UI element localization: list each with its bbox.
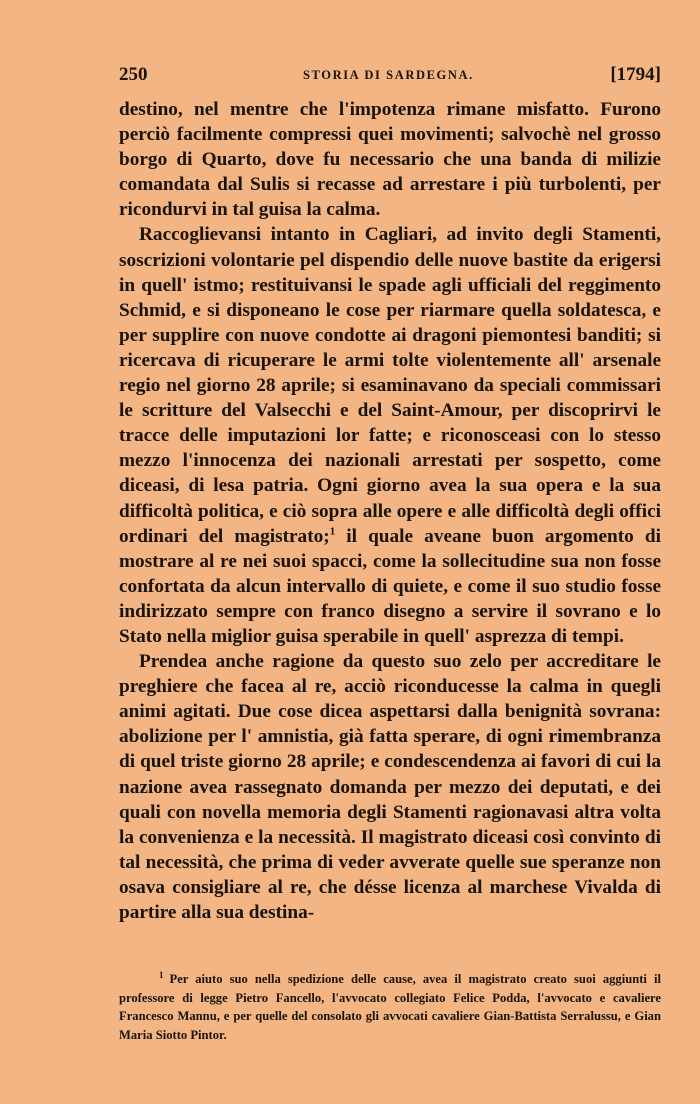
footnote-mark: 1 bbox=[159, 969, 164, 980]
body-text bbox=[119, 97, 661, 925]
running-head bbox=[119, 64, 661, 88]
paragraph-cagliari bbox=[119, 222, 661, 649]
paragraph-text: Raccoglievansi intanto in Cagliari, ad invito degli Stamenti, soscrizioni volontarie pel dispendio delle nuove bastite da erigersi in quell' istmo; restituivansi le spade agli ufficiali del reggimento Schmid, e si disponeano le cose per riarmare quella soldatesca, e per supplire con nuove condotte ai dragoni piemontesi banditi; si ricercava di ricuperare le armi tolte violentemente all' arsenale regio nel giorno 28 aprile; si esaminavano da speciali commissari le scritture del Valsecchi e del Saint-Amour, per discoprirvi le tracce delle imputazioni lor fatte; e riconosceasi con lo stesso mezzo l'innocenza dei nazionali arrestati per sospetto, come diceasi, di lesa patria. Ogni giorno avea la sua opera e la sua difficoltà politica, e ciò sopra alle opere e alle difficoltà degli offici ordinari del magistrato; bbox=[119, 224, 661, 547]
page-number: 250 bbox=[119, 64, 148, 85]
running-title: STORIA DI SARDEGNA. bbox=[303, 68, 474, 82]
paragraph-text-tail: il quale aveane buon argomento di mostrare al re nei suoi spacci, come la sollecitudine sua non fosse confortata da alcun intervallo di quiete, e come il suo studio fosse indirizzato sempre con franco disegno a servire il sovrano e lo Stato nella miglior guisa sperabile in quell' asprezza di tempi. bbox=[119, 525, 661, 647]
footnote bbox=[119, 970, 661, 1044]
paragraph-continuation: destino, nel mentre che l'impotenza rimane misfatto. Furono perciò facilmente compressi quei movimenti; salvochè nel grosso borgo di Quarto, dove fu necessario che una banda di milizie comandata dal Sulis si recasse ad arrestare i più turbolenti, per ricondurvi in tal guisa la calma. bbox=[119, 99, 661, 221]
paragraph-zelo: Prendea anche ragione da questo suo zelo per accreditare le preghiere che facea al re, acciò riconducesse la calma in quegli animi agitati. Due cose dicea aspettarsi dalla benignità sovrana: abolizione per l' amnistia, già fatta sperare, di ogni rimembranza di quel triste giorno 28 aprile; e condescendenza ai favori di cui la nazione avea rassegnato domanda per mezzo dei deputati, e dei quali con novella memoria degli Stamenti ragionavasi altra volta la convenienza e la necessità. Il magistrato diceasi così convinto di tal necessità, che prima di veder avverate quelle sue speranze non osava consigliare al re, che désse licenza al marchese Vivalda di partire alla sua destina- bbox=[119, 651, 661, 923]
footnote-text: Per aiuto suo nella spedizione delle cause, avea il magistrato creato suoi aggiunti il professore di legge Pietro Fancello, l'avvocato collegiato Felice Podda, l'avvocato e cavaliere Francesco Mannu, e per quelle del consolato gli avvocati cavaliere Gian-Battista Serralussu, e Gian Maria Siotto Pintor. bbox=[119, 972, 661, 1042]
footnote-reference: 1 bbox=[329, 525, 336, 538]
year-marker: [1794] bbox=[610, 64, 661, 85]
